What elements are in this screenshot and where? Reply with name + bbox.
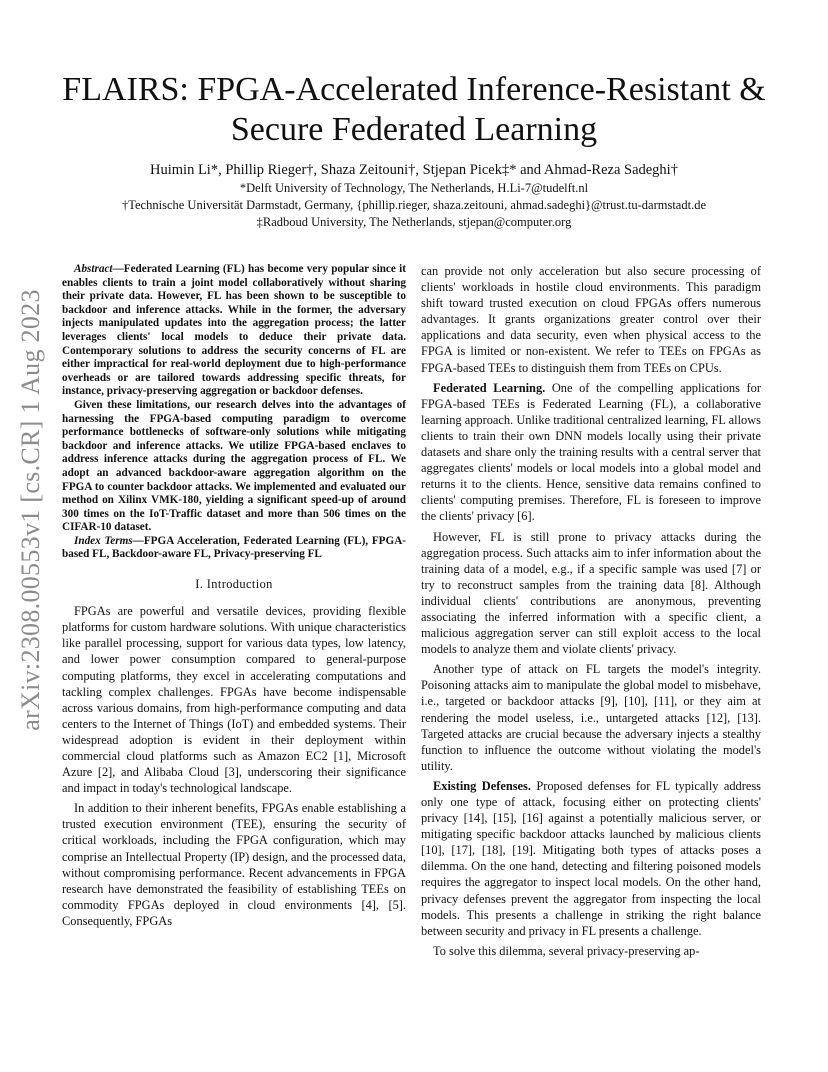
arxiv-identifier xyxy=(8,289,54,731)
dilemma-paragraph: To solve this dilemma, several privacy-preserving ap- xyxy=(433,943,700,958)
index-terms-label: Index Terms xyxy=(74,534,133,547)
abstract-text-1: —Federated Learning (FL) has become very popular since it enables clients to train a joint model collaboratively without sharing their private data. However, FL has been shown to be susceptible to backdoor and inference attacks. While in the former, the adversary injects manipulated updates into the aggregation process; the latter leverages clients' local models to deduce their private data. Contemporary solutions to address the security concerns of FL are either impractical for real-world deployment due to high-performance overheads or are tailored towards addressing specific threats, for instance, privacy-preserving aggregation or backdoor defenses. xyxy=(62,263,406,398)
abstract-label: Abstract xyxy=(74,263,113,275)
arxiv-id-text: arXiv:2308.00553v1 [cs.CR] 1 Aug 2023 xyxy=(16,289,45,731)
affiliation-darmstadt: †Technische Universität Darmstadt, Germany, {phillip.rieger, shaza.zeitouni, ahmad.sadeghi}@trust.tu-darmstadt.de xyxy=(122,198,706,212)
title-line-1: FLAIRS: FPGA-Accelerated Inference-Resistant & xyxy=(62,71,766,108)
privacy-attacks-paragraph: However, FL is still prone to privacy attacks during the aggregation process. Such attacks aim to infer information about the training data of a model, e.g., if a specific sample was used [7] or try to reconstruct samples from the training data [8]. Although individual clients' contributions are anonymous, preventing associating the inferred information with a specific client, a malicious aggregation server can still exploit access to the local models to analyze them and violate clients' privacy. xyxy=(421,529,761,657)
existing-defenses-paragraph xyxy=(421,778,761,939)
title-line-2: Secure Federated Learning xyxy=(230,111,598,148)
index-terms xyxy=(62,535,406,562)
affiliation-radboud: ‡Radboud University, The Netherlands, stjepan@computer.org xyxy=(256,215,572,229)
federated-learning-lead: Federated Learning. xyxy=(433,380,546,395)
right-paragraph-1: can provide not only acceleration but also secure processing of clients' workloads in hostile cloud environments. This paradigm shift toward trusted execution on cloud FPGAs offers numerous advantages. It grants organizations greater control over their applications and data security, even when physical access to the FPGA is limited or non-existent. We refer to TEEs on FPGAs as FPGA-based TEEs to distinguish them from TEEs on CPUs. xyxy=(421,264,761,375)
federated-learning-text: One of the compelling applications for FPGA-based TEEs is Federated Learning (FL), a collaborative learning approach. Unlike traditional centralized learning, FL allows clients to train their own DNN models locally using their private datasets and share only the training results with a central server that aggregates clients' models or local models into a global model and returns it to the clients. Hence, sensitive data remains confined to clients' computing premises. Therefore, FL is foreseen to improve the clients' privacy [6]. xyxy=(421,380,761,524)
abstract-paragraph-1 xyxy=(62,263,406,399)
left-column xyxy=(62,263,406,933)
section-heading-introduction: I. Introduction xyxy=(195,577,273,592)
intro-paragraph-1: FPGAs are powerful and versatile devices, providing flexible platforms for custom hardware solutions. With unique characteristics like parallel processing, support for various data types, low latency, and lower power consumption compared to general-purpose computing platforms, they excel in accelerating computations and tackling complex challenges. FPGAs have become indispensable across various domains, from high-performance computing and data centers to the Internet of Things (IoT) and embedded systems. Their widespread adoption is evident in their deployment within commercial cloud platforms such as Amazon EC2 [1], Microsoft Azure [2], and Alibaba Cloud [3], underscoring their significance and impact in today's technological landscape. xyxy=(62,604,406,796)
abstract-paragraph-2: Given these limitations, our research delves into the advantages of harnessing the FPGA-based computing paradigm to overcome performance bottlenecks of software-only solutions while mitigating backdoor and inference attacks. We utilize FPGA-based enclaves to address inference attacks during the aggregation process of FL. We adopt an advanced backdoor-aware aggregation algorithm on the FPGA to counter backdoor attacks. We implemented and evaluated our method on Xilinx VMK-180, yielding a significant speed-up of around 300 times on the IoT-Traffic dataset and more than 506 times on the CIFAR-10 dataset. xyxy=(62,398,406,534)
existing-defenses-lead: Existing Defenses. xyxy=(433,778,531,793)
right-column xyxy=(421,263,761,963)
existing-defenses-text: Proposed defenses for FL typically address only one type of attack, focusing either on protecting clients' privacy [14], [15], [16] against a potentially malicious server, or mitigating specific backdoor attacks launched by malicious clients [10], [17], [18], [19]. Mitigating both types of attacks poses a dilemma. On the one hand, detecting and filtering poisoned models requires the aggregator to inspect local models. On the other hand, privacy defenses prevent the aggregator from inspecting the local models. This presents a challenge in striking the right balance between security and privacy in FL presents a challenge. xyxy=(421,778,761,938)
author-list: Huimin Li*, Phillip Rieger†, Shaza Zeitouni†, Stjepan Picek‡* and Ahmad-Reza Sadeghi† xyxy=(150,162,678,178)
paper-title xyxy=(60,70,768,150)
index-terms-text: —FPGA Acceleration, Federated Learning (FL), FPGA-based FL, Backdoor-aware FL, Privacy-preserving FL xyxy=(62,534,406,561)
intro-paragraph-2: In addition to their inherent benefits, FPGAs enable establishing a trusted execution environment (TEE), ensuring the security of critical workloads, including the FPGA configuration, which may comprise an Intellectual Property (IP) design, and the processed data, without compromising performance. Recent advancements in FPGA research have demonstrated the feasibility of establishing TEEs on commodity FPGAs deployed in cloud environments [4], [5]. Consequently, FPGAs xyxy=(62,801,406,928)
affiliation-delft: *Delft University of Technology, The Netherlands, H.Li-7@tudelft.nl xyxy=(239,181,589,195)
poisoning-attacks-paragraph: Another type of attack on FL targets the model's integrity. Poisoning attacks aim to manipulate the global model to misbehave, i.e., targeted or backdoor attacks [9], [10], [11], or they aim at rendering the model useless, i.e., untargeted attacks [12], [13]. Targeted attacks are crucial because the adversary injects a stealthy function to influence the outcome without violating the model's utility. xyxy=(421,662,761,773)
federated-learning-paragraph xyxy=(421,380,761,525)
